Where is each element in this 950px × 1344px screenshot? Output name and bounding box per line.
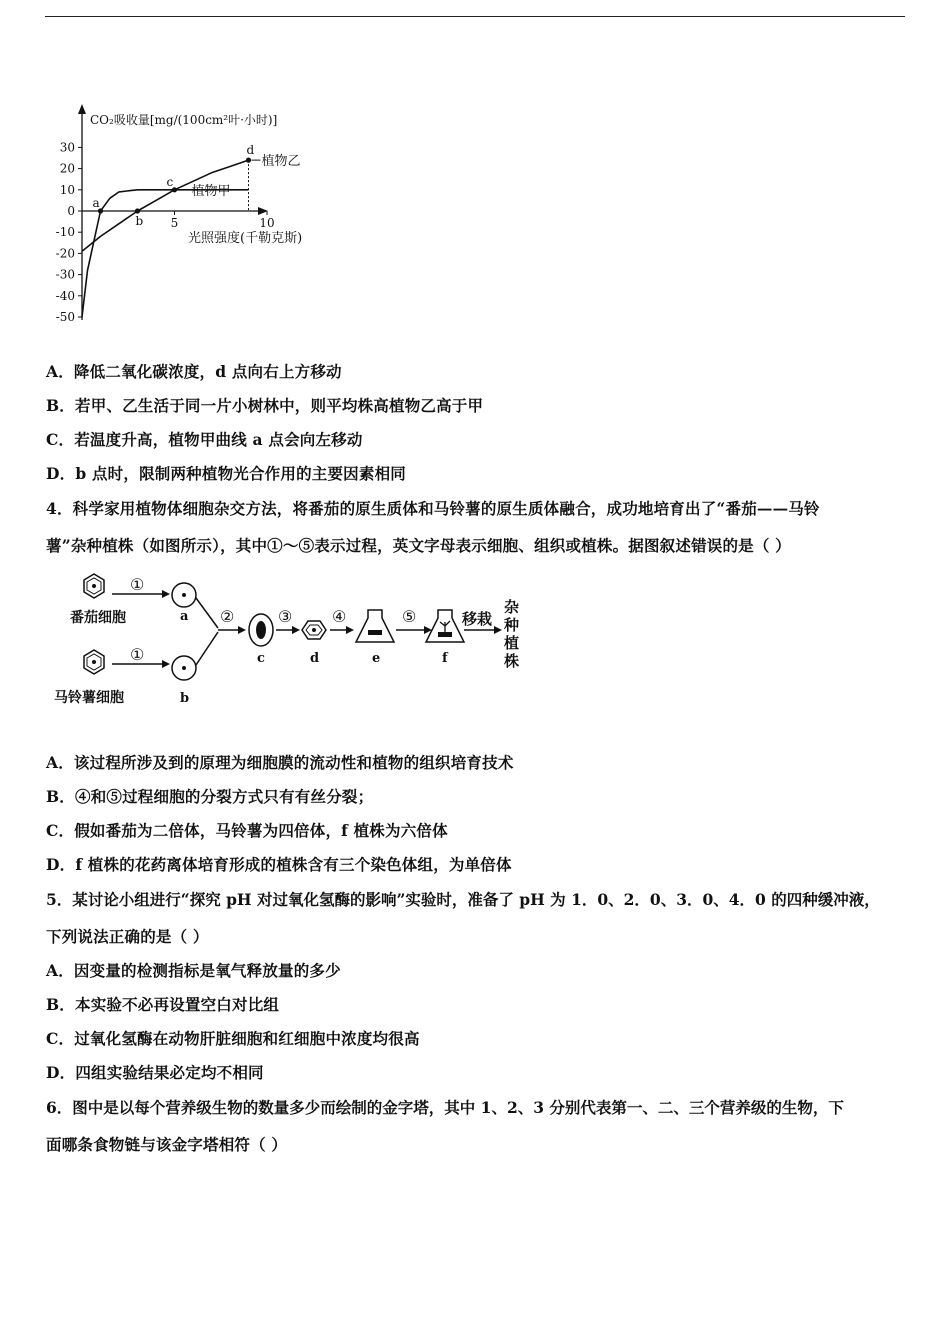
- hybrid-plant-label: 杂种植株: [504, 598, 520, 670]
- q4-stem-line1: 4．科学家用植物体细胞杂交方法，将番茄的原生质体和马铃薯的原生质体融合，成功地培育出了“番茄——马铃: [46, 499, 820, 518]
- node-b-label: b: [180, 691, 190, 706]
- y-tick-label: 0: [67, 204, 75, 218]
- q6-stem-line2: 面哪条食物链与该金字塔相符（ ）: [46, 1135, 288, 1154]
- chart-axes: [78, 104, 268, 320]
- y-tick-label: -10: [55, 225, 75, 240]
- q4-stem-line2: 薯”杂种植株（如图所示），其中①～⑤表示过程，英文字母表示细胞、组织或植株。据图叙述错误的是（ ）: [46, 536, 791, 555]
- y-axis-label: CO₂吸收量[mg/(100cm²叶·小时)]: [90, 113, 278, 127]
- point-b: [135, 208, 140, 213]
- node-d-label: d: [310, 651, 320, 666]
- q5-option-d: D．四组实验结果必定均不相同: [46, 1063, 264, 1082]
- y-tick-label: 20: [59, 161, 75, 176]
- potato-cell-label: 马铃薯细胞: [54, 690, 124, 706]
- node-a-label: a: [180, 609, 189, 624]
- fused-cell-c: [249, 614, 273, 646]
- y-ticks: [56, 140, 82, 324]
- hybrid-cell-d: [302, 621, 326, 639]
- tomato-cell-label: 番茄细胞: [70, 610, 126, 626]
- transplant-label: 移栽: [462, 610, 493, 628]
- y-tick-label: -40: [55, 288, 75, 303]
- q4-option-d: D．f 植株的花药离体培育形成的植株含有三个染色体组，为单倍体: [46, 855, 512, 874]
- point-label-c: c: [166, 174, 174, 189]
- step5-label: ⑤: [402, 607, 417, 626]
- series-labels: [178, 153, 301, 199]
- q3-option-b: B．若甲、乙生活于同一片小树林中，则平均株高植物乙高于甲: [46, 396, 484, 415]
- potato-cell-icon: [84, 650, 104, 674]
- point-label-b: b: [135, 214, 144, 228]
- y-tick-label: -20: [55, 246, 75, 261]
- x-axis-label: 光照强度(千勒克斯): [188, 231, 303, 246]
- q5-stem-line2: 下列说法正确的是（ ）: [46, 927, 209, 946]
- y-tick-label: 30: [59, 140, 75, 155]
- header-rule: [45, 16, 905, 17]
- y-tick-label: -50: [55, 310, 75, 324]
- y-tick-label: -30: [55, 267, 75, 282]
- q4-option-b: B．④和⑤过程细胞的分裂方式只有有丝分裂；: [46, 787, 374, 806]
- step4-label: ④: [332, 607, 347, 626]
- series-label-jia: 植物甲: [191, 183, 231, 199]
- step1-top-label: ①: [130, 575, 145, 594]
- series-label-yi: 植物乙: [261, 154, 301, 170]
- tomato-cell-icon: [84, 574, 104, 598]
- step2-label: ②: [220, 607, 235, 626]
- q5-stem-line1: 5．某讨论小组进行“探究 pH 对过氧化氢酶的影响”实验时，准备了 pH 为 1．0、2．0、3．0、4．0 的四种缓冲液，: [46, 890, 880, 909]
- q5-option-a: A．因变量的检测指标是氧气释放量的多少: [46, 961, 341, 980]
- co2-absorption-chart: [46, 100, 346, 330]
- step3-label: ③: [278, 607, 293, 626]
- point-label-d: d: [246, 143, 255, 158]
- flask-e: [356, 610, 394, 642]
- q5-option-b: B．本实验不必再设置空白对比组: [46, 995, 280, 1014]
- node-c-label: c: [257, 651, 265, 666]
- node-e-label: e: [372, 651, 381, 666]
- point-label-a: a: [92, 196, 100, 210]
- q4-option-a: A．该过程所涉及到的原理为细胞膜的流动性和植物的组织培育技术: [46, 753, 514, 772]
- x-tick-label: 10: [259, 216, 275, 230]
- y-tick-label: 10: [59, 182, 75, 197]
- x-tick-label: 5: [170, 216, 179, 230]
- q4-option-c: C．假如番茄为二倍体，马铃薯为四倍体，f 植株为六倍体: [46, 821, 448, 840]
- q6-stem-line1: 6．图中是以每个营养级生物的数量多少而绘制的金字塔，其中 1、2、3 分别代表第一、二、三个营养级的生物，下: [46, 1098, 844, 1117]
- protoplast-fusion-diagram: [46, 570, 546, 710]
- flask-f: [426, 610, 464, 642]
- q3-option-a: A．降低二氧化碳浓度，d 点向右上方移动: [46, 362, 342, 381]
- node-f-label: f: [442, 651, 448, 666]
- step1-bottom-label: ①: [130, 645, 145, 664]
- series-line-1: [82, 190, 249, 317]
- q5-option-c: C．过氧化氢酶在动物肝脏细胞和红细胞中浓度均很高: [46, 1029, 420, 1048]
- y-axis-arrow: [78, 104, 86, 114]
- q3-option-c: C．若温度升高，植物甲曲线 a 点会向左移动: [46, 430, 363, 449]
- q3-option-d: D．b 点时，限制两种植物光合作用的主要因素相同: [46, 464, 406, 483]
